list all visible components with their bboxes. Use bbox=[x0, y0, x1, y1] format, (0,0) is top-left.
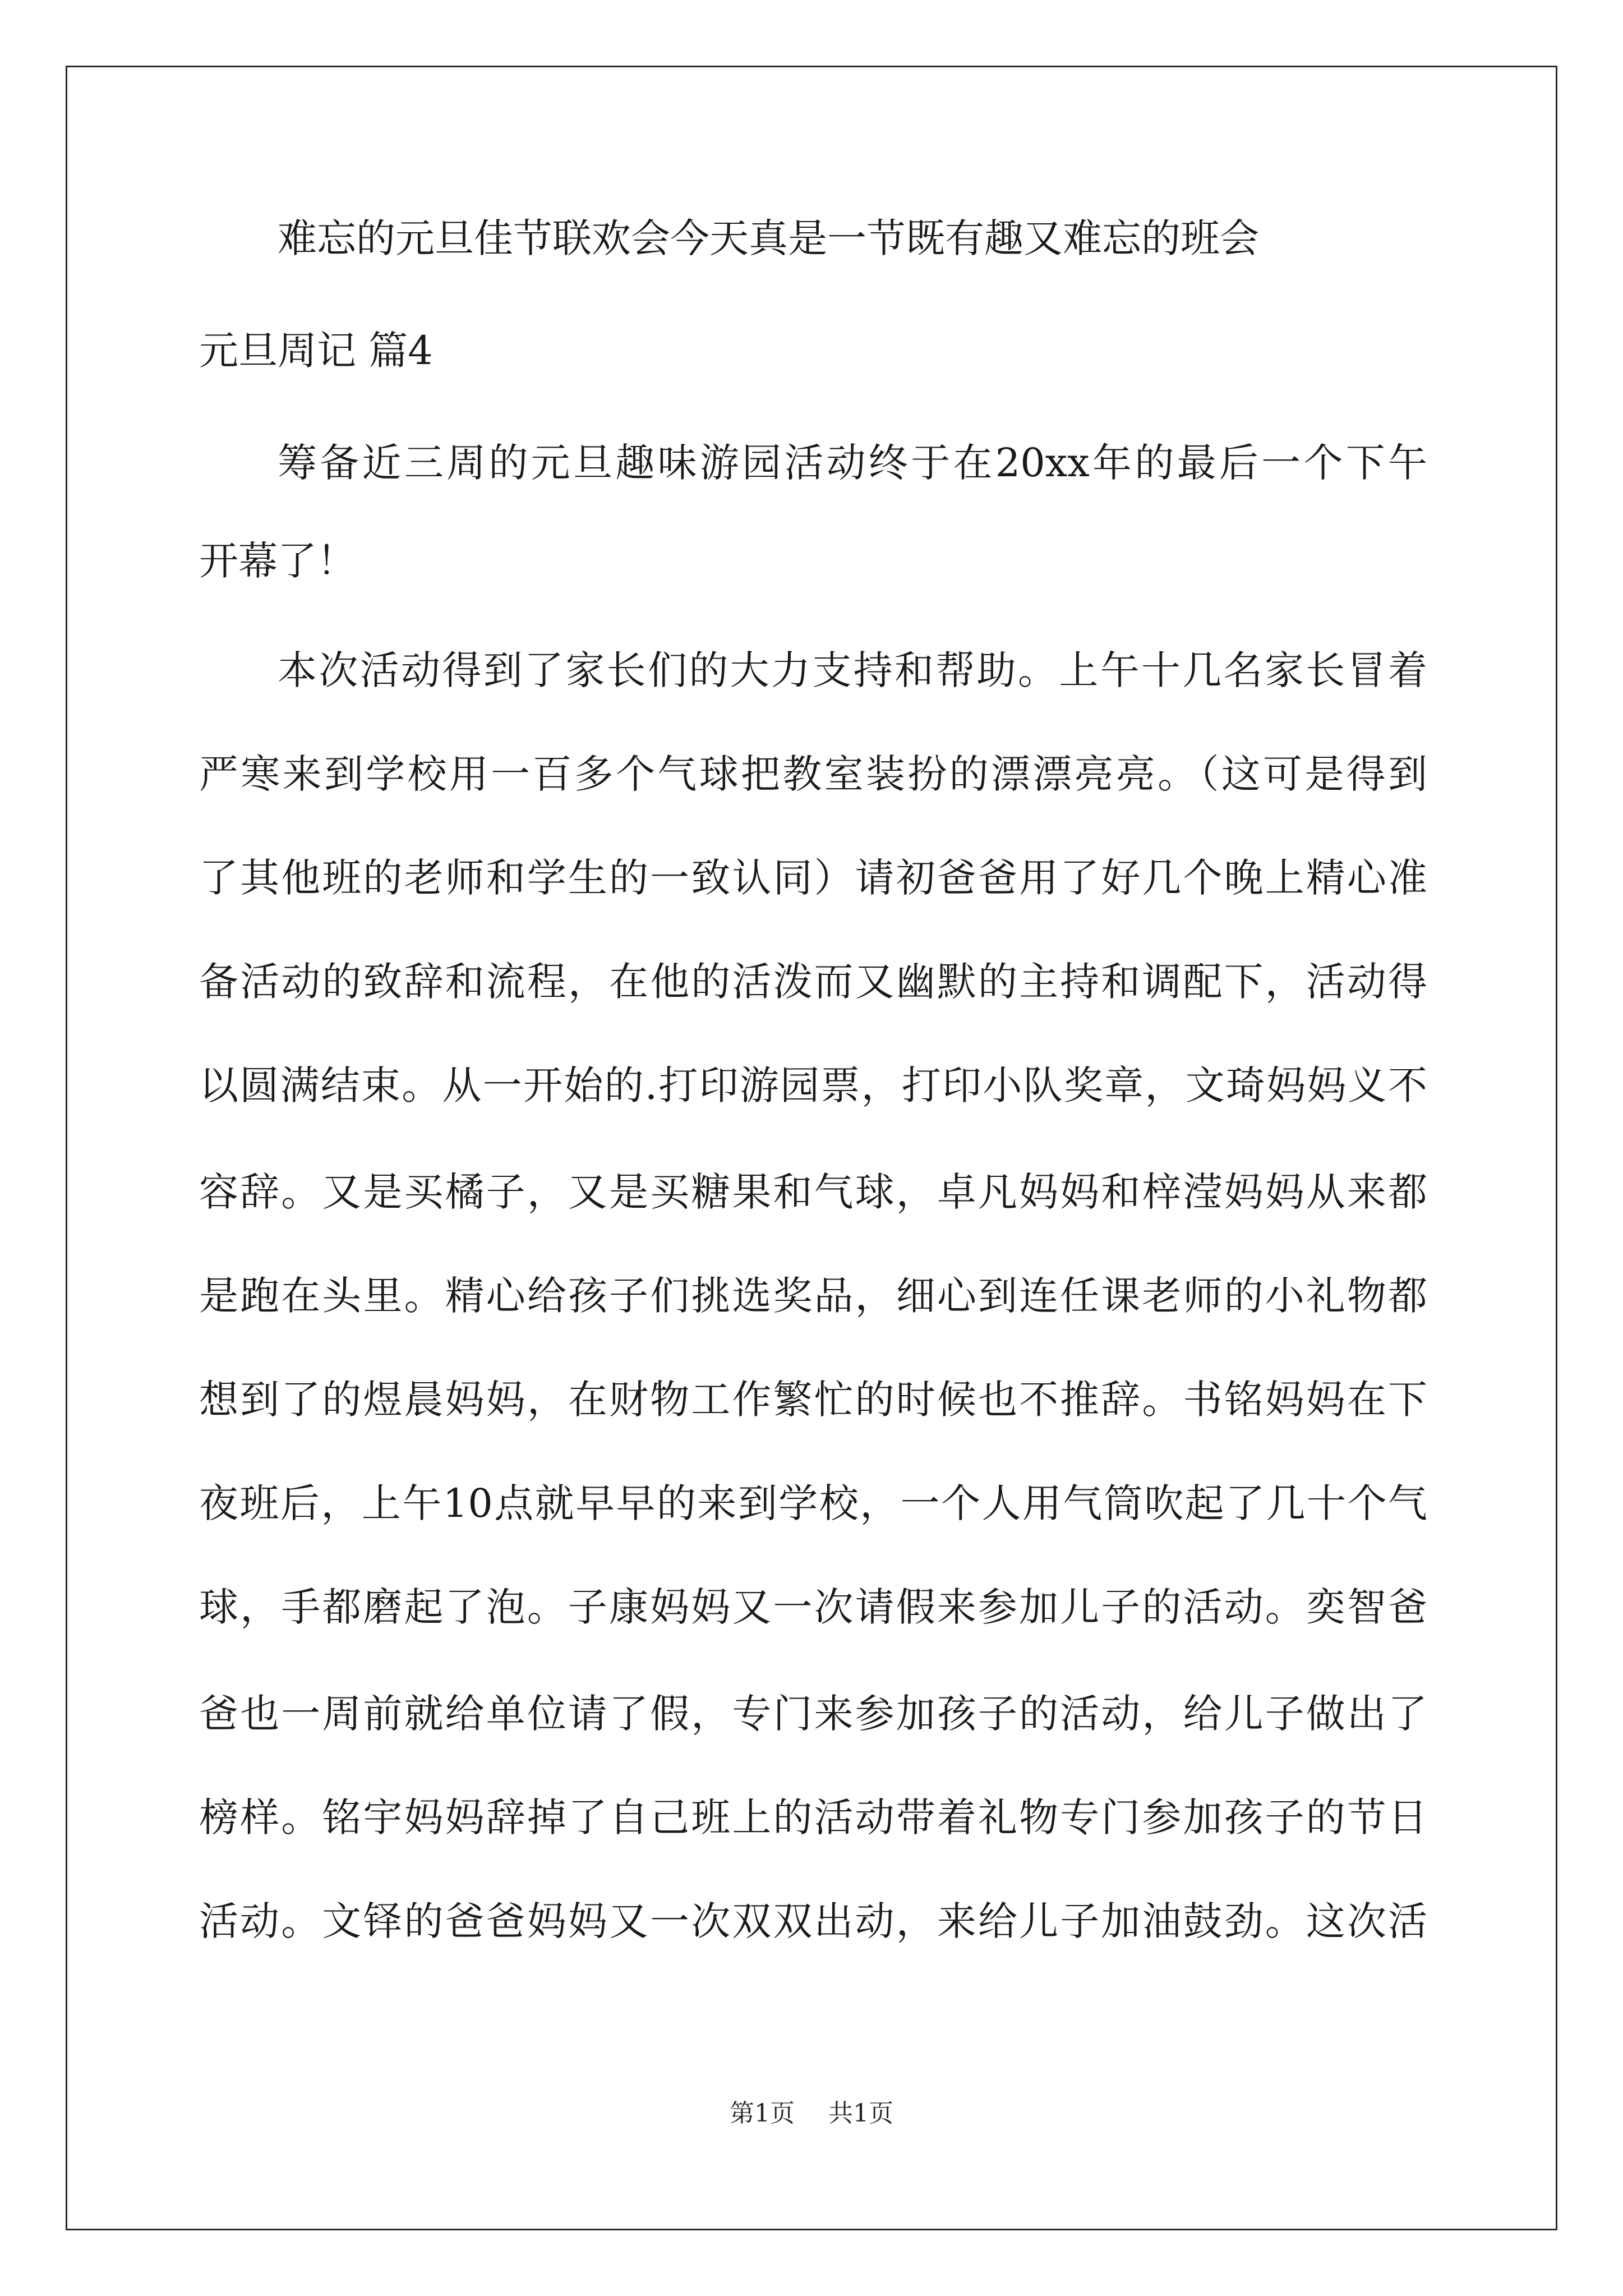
text-line: 爸也一周前就给单位请了假，专门来参加孩子的活动，给儿子做出了 bbox=[199, 1691, 1427, 1737]
text-line: 是跑在头里。精心给孩子们挑选奖品，细心到连任课老师的小礼物都 bbox=[199, 1273, 1427, 1319]
text-line: 开幕了！ bbox=[199, 538, 356, 584]
text-line: 备活动的致辞和流程，在他的活泼而又幽默的主持和调配下，活动得 bbox=[199, 959, 1427, 1005]
text-line: 本次活动得到了家长们的大力支持和帮助。上午十几名家长冒着 bbox=[278, 647, 1427, 693]
text-line: 以圆满结束。从一开始的.打印游园票，打印小队奖章，文琦妈妈义不 bbox=[199, 1062, 1427, 1108]
page-footer bbox=[0, 2097, 1623, 2131]
page-total: 共1页 bbox=[828, 2099, 893, 2128]
text-line: 严寒来到学校用一百多个气球把教室装扮的漂漂亮亮。（这可是得到 bbox=[199, 751, 1427, 797]
text-line: 想到了的煜晨妈妈，在财物工作繁忙的时候也不推辞。书铭妈妈在下 bbox=[199, 1377, 1427, 1423]
text-line: 夜班后，上午10点就早早的来到学校，一个人用气筒吹起了几十个气 bbox=[199, 1480, 1427, 1526]
text-line: 筹备近三周的元旦趣味游园活动终于在20xx年的最后一个下午 bbox=[278, 440, 1427, 486]
page-number: 第1页 bbox=[730, 2099, 795, 2128]
text-line: 了其他班的老师和学生的一致认同）请初爸爸用了好几个晚上精心准 bbox=[199, 855, 1427, 901]
section-heading: 元旦周记 篇4 bbox=[199, 328, 433, 374]
text-line: 球，手都磨起了泡。子康妈妈又一次请假来参加儿子的活动。奕智爸 bbox=[199, 1584, 1427, 1630]
text-line: 榜样。铭宇妈妈辞掉了自己班上的活动带着礼物专门参加孩子的节日 bbox=[199, 1795, 1427, 1841]
text-line: 活动。文铎的爸爸妈妈又一次双双出动，来给儿子加油鼓劲。这次活 bbox=[199, 1898, 1427, 1944]
text-line: 容辞。又是买橘子，又是买糖果和气球，卓凡妈妈和梓滢妈妈从来都 bbox=[199, 1169, 1427, 1215]
text-line: 难忘的元旦佳节联欢会今天真是一节既有趣又难忘的班会 bbox=[278, 215, 1259, 261]
